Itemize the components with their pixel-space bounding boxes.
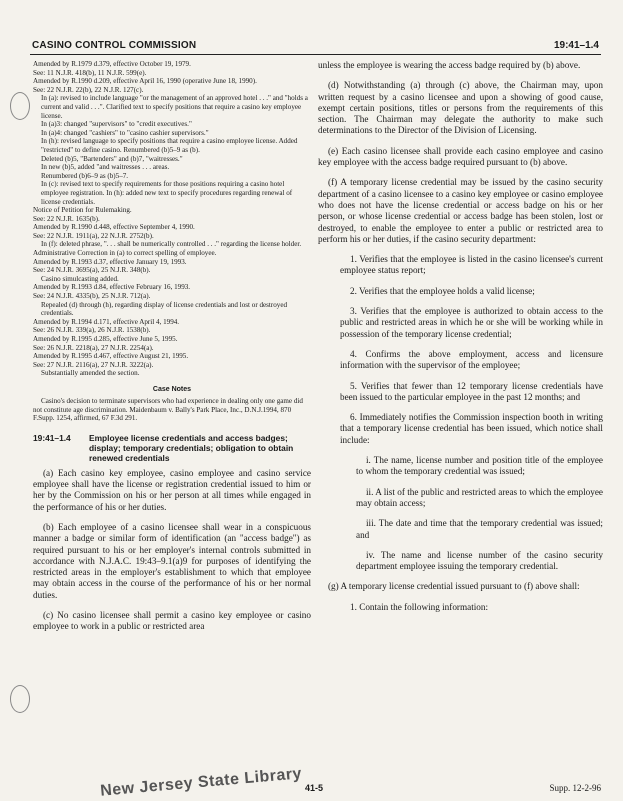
list-item-g1: 1. Contain the following information: — [350, 601, 489, 612]
history-line: Administrative Correction in (a) to correct spelling of employee. — [33, 249, 217, 258]
running-header — [30, 40, 601, 55]
library-stamp: New Jersey State Library — [99, 765, 303, 800]
history-line: In (a)3: changed "supervisors" to "credit executives." — [41, 120, 192, 129]
header-title: CASINO CONTROL COMMISSION — [32, 40, 197, 51]
history-line: Amended by R.1995 d.467, effective August 21, 1995. — [33, 352, 189, 361]
list-item-f3: 3. Verifies that the employee is authorized to obtain access to the public and restricted areas in which he or she will be working while in possession of the temporary license credential; — [340, 306, 603, 339]
history-line: Notice of Petition for Rulemaking. — [33, 206, 132, 215]
history-line: Amended by R.1995 d.285, effective June 5, 1995. — [33, 335, 178, 343]
history-line: In (f): deleted phrase, ". . . shall be numerically controlled . . ." regarding the license holder. — [41, 240, 302, 249]
section-title: Employee license credentials and access badges; display; temporary credentials; obligation to obtain renewed credentials — [89, 432, 294, 463]
history-line: See: 27 N.J.R. 2116(a), 27 N.J.R. 3222(a). — [33, 360, 154, 369]
history-line: Amended by R.1990 d.209, effective April 16, 1990 (operative June 18, 1990). — [33, 77, 257, 86]
sub-item-iii: iii. The date and time that the temporary credential was issued; and — [356, 518, 603, 540]
paragraph-c: (c) No casino licensee shall permit a casino key employee or casino employee to work in a public or restricted area — [33, 610, 311, 632]
header-section-number: 19:41–1.4 — [553, 40, 599, 51]
case-notes-text: Casino's decision to terminate supervisors who had experience in dealing only one game did not constitute age discrimination. Maidenbaum v. Bally's Park Place, Inc., D.N.J.1994, 870 F.Supp. 1254, affirmed, 67 F.3d 291. — [33, 396, 303, 423]
right-column — [318, 60, 603, 613]
sub-item-i: i. The name, license number and position title of the employee to whom the temporary credential was issued; — [356, 455, 603, 477]
list-item-f1: 1. Verifies that the employee is listed in the casino licensee's current employee status report; — [340, 254, 603, 276]
list-item-f4: 4. Confirms the above employment, access and licensure information with the supervisor of the employee; — [340, 348, 603, 371]
paragraph-d: (d) Notwithstanding (a) through (c) above, the Chairman may, upon written request by a casino licensee and upon a showing of good cause, exempt certain positions, titles or persons from the requirements of this section. The Chairman may delegate the authority to make such determinations to the Director of the Division of Licensing. — [318, 80, 603, 136]
history-line: See: 24 N.J.R. 4335(b), 25 N.J.R. 712(a). — [33, 292, 151, 301]
history-line: See: 24 N.J.R. 3695(a), 25 N.J.R. 348(b). — [33, 266, 151, 275]
list-item-f5: 5. Verifies that fewer than 12 temporary license credentials have been issued to the particular employee in the past 12 months; and — [340, 380, 603, 402]
history-line: See: 26 N.J.R. 2218(a), 27 N.J.R. 2254(a). — [33, 343, 154, 352]
supplement-date: Supp. 12-2-96 — [549, 783, 601, 793]
history-line: See: 11 N.J.R. 418(b), 11 N.J.R. 599(e). — [33, 68, 147, 77]
history-line: See: 22 N.J.R. 1635(b). — [33, 214, 100, 223]
paragraph-g: (g) A temporary license credential issued pursuant to (f) above shall: — [328, 581, 580, 592]
binder-hole-mark — [10, 685, 30, 713]
history-line: In new (b)5, added "and waitresses . . . areas. — [41, 163, 170, 172]
page-number: 41-5 — [305, 783, 324, 793]
section-heading — [33, 433, 311, 463]
history-line: Substantially amended the section. — [41, 369, 140, 378]
history-notes — [33, 60, 311, 378]
paragraph-a: (a) Each casino key employee, casino employee and casino service employee shall have the license or registration credential issued to him or her by the Commission on his or her person at all times while engaged in the performance of his or her duties. — [33, 467, 311, 512]
history-line: In (a): revised to include language "or the management of an approved hotel . . ." and "holds a current and valid . . .". Clarified text to specify positions that require a casino key employee license. — [41, 94, 308, 120]
history-line: See: 26 N.J.R. 339(a), 26 N.J.R. 1538(b). — [33, 326, 151, 335]
history-line: In (h): revised language to specify positions that require a casino employee license. Added "restricted" to define casino. Renumbered (b)5–9 as (b). — [41, 137, 298, 154]
left-column — [33, 60, 311, 633]
binder-hole-mark — [10, 92, 30, 120]
history-line: Deleted (b)5, "Bartenders" and (b)7, "waitresses." — [41, 154, 183, 163]
history-line: See: 22 N.J.R. 22(b), 22 N.J.R. 127(c). — [33, 85, 144, 94]
sub-item-iv: iv. The name and license number of the casino security department employee issuing the temporary credential. — [356, 549, 603, 572]
history-line: Renumbered (b)6–9 as (b)5–7. — [41, 171, 129, 180]
history-line: Amended by R.1994 d.171, effective April 4, 1994. — [33, 317, 180, 326]
paragraph-b: (b) Each employee of a casino licensee shall wear in a conspicuous manner a badge or similar form of identification (an "access badge") as required pursuant to his or her employer's internal controls submitted in accordance with N.J.A.C. 19:43–9.1(a)9 for purposes of identifying the restricted areas in the employer's establishment to which that employee may obtain access in the course of the performance of his or her normal duties. — [33, 521, 311, 600]
history-line: Amended by R.1993 d.37, effective January 19, 1993. — [33, 257, 187, 266]
list-item-f2: 2. Verifies that the employee holds a valid license; — [350, 285, 535, 296]
sub-item-ii: ii. A list of the public and restricted areas to which the employee may obtain access; — [356, 486, 603, 508]
history-line: See: 22 N.J.R. 1911(a), 22 N.J.R. 2752(b). — [33, 231, 154, 240]
section-number: 19:41–1.4 — [33, 432, 71, 443]
paragraph-f: (f) A temporary license credential may be issued by the casino security department of a casino licensee to a casino key employee or casino employee who does not have the license credential or access badge on his or her person, or whose license credential or access badge has been stolen, lost or destroyed, to enable the employee to enter a public or restricted area to perform his or her duties, if the casino security department: — [318, 177, 603, 244]
history-line: In (c): revised text to specify requirements for those positions requiring a casino hotel employee registration. In (h): added new text to specify procedures regarding renewal of license credentials. — [41, 180, 293, 206]
case-notes-title: Case Notes — [152, 385, 192, 393]
history-line: Amended by R.1979 d.379, effective October 19, 1979. — [33, 60, 191, 68]
paragraph-c-continued: unless the employee is wearing the access badge required by (b) above. — [318, 60, 581, 70]
paragraph-e: (e) Each casino licensee shall provide each casino employee and casino key employee with the access badge required pursuant to (b) above. — [318, 145, 603, 168]
history-line: Amended by R.1990 d.448, effective September 4, 1990. — [33, 223, 195, 232]
history-line: Casino simulcasting added. — [41, 274, 119, 283]
history-line: Repealed (d) through (h), regarding display of license credentials and lost or destroyed credentials. — [41, 300, 288, 318]
history-line: Amended by R.1993 d.84, effective February 16, 1993. — [33, 283, 191, 292]
list-item-f6: 6. Immediately notifies the Commission inspection booth in writing that a temporary license credential has been issued, which notice shall include: — [340, 412, 603, 445]
history-line: In (a)4: changed "cashiers" to "casino cashier supervisors." — [41, 128, 209, 137]
